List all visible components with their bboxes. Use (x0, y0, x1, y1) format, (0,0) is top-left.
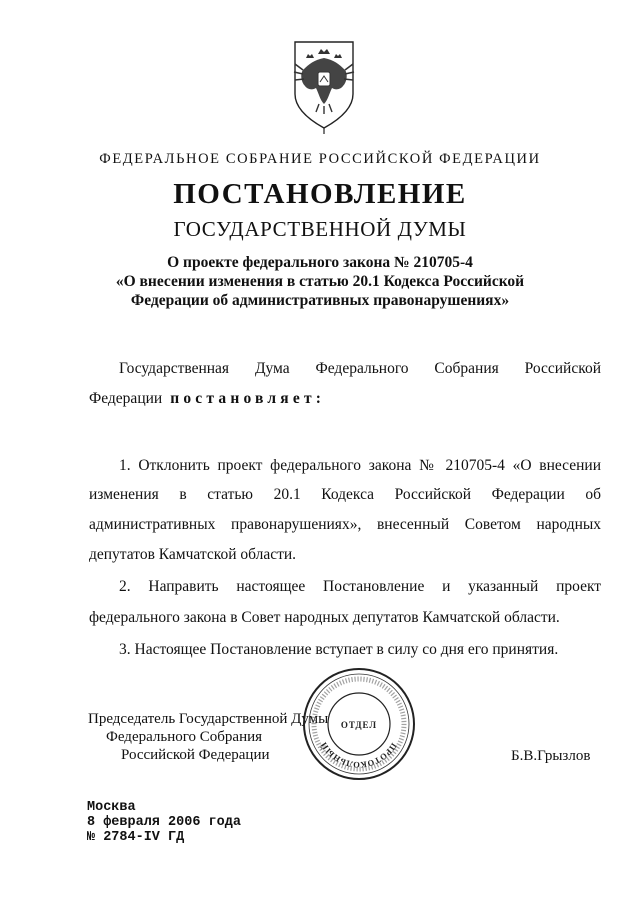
organization-heading: ФЕДЕРАЛЬНОЕ СОБРАНИЕ РОССИЙСКОЙ ФЕДЕРАЦИИ (99, 151, 541, 167)
signatory-title (88, 710, 328, 764)
signatory-title-line-2: Федерального Собрания (106, 729, 263, 745)
document-subject (0, 253, 640, 310)
paragraph-1-line-1: 1. Отклонить проект федерального закона № 210705-4 «О внесении (119, 457, 601, 474)
subject-line-2: «О внесении изменения в статью 20.1 Кодекса Российской (115, 273, 525, 290)
signatory-title-line-3: Российской Федерации (121, 747, 270, 763)
stamp-ring-text: ПРОТОКОЛЬНЫЙ (318, 740, 400, 771)
signatory-title-line-1: Председатель Государственной Думы (88, 711, 329, 727)
subject-line-1: О проекте федерального закона № 210705-4 (167, 254, 473, 271)
stamp-center-text: ОТДЕЛ (340, 720, 378, 730)
official-round-stamp (300, 665, 418, 783)
issuer-subtitle: ГОСУДАРСТВЕННОЙ ДУМЫ (173, 217, 467, 241)
document-type-title: ПОСТАНОВЛЕНИЕ (173, 178, 467, 210)
issue-city: Москва (87, 800, 136, 815)
document-number: № 2784-IV ГД (87, 830, 185, 845)
paragraph-2-line-2: федерального закона в Совет народных депутатов Камчатской области. (89, 609, 560, 626)
paragraph-1-line-2: изменения в статью 20.1 Кодекса Российской Федерации об (89, 486, 601, 503)
paragraph-2-line-1: 2. Направить настоящее Постановление и указанный проект (119, 578, 602, 595)
signatory-name: Б.В.Грызлов (511, 748, 591, 764)
paragraph-1-line-3: административных правонарушениях», внесенный Советом народных (89, 516, 602, 533)
coat-of-arms-emblem (289, 38, 359, 134)
paragraph-3: 3. Настоящее Постановление вступает в силу со дня его принятия. (119, 641, 559, 658)
subject-line-3: Федерации об административных правонарушениях» (130, 292, 510, 309)
preamble-line-1: Государственная Дума Федерального Собрания Российской (119, 360, 602, 377)
decree-word: постановляет: (170, 390, 326, 407)
issue-date: 8 февраля 2006 года (87, 815, 241, 830)
paragraph-1-line-4: депутатов Камчатской области. (89, 546, 297, 563)
preamble-line-2: Федерации постановляет: (89, 390, 326, 407)
document-registration (87, 800, 241, 845)
